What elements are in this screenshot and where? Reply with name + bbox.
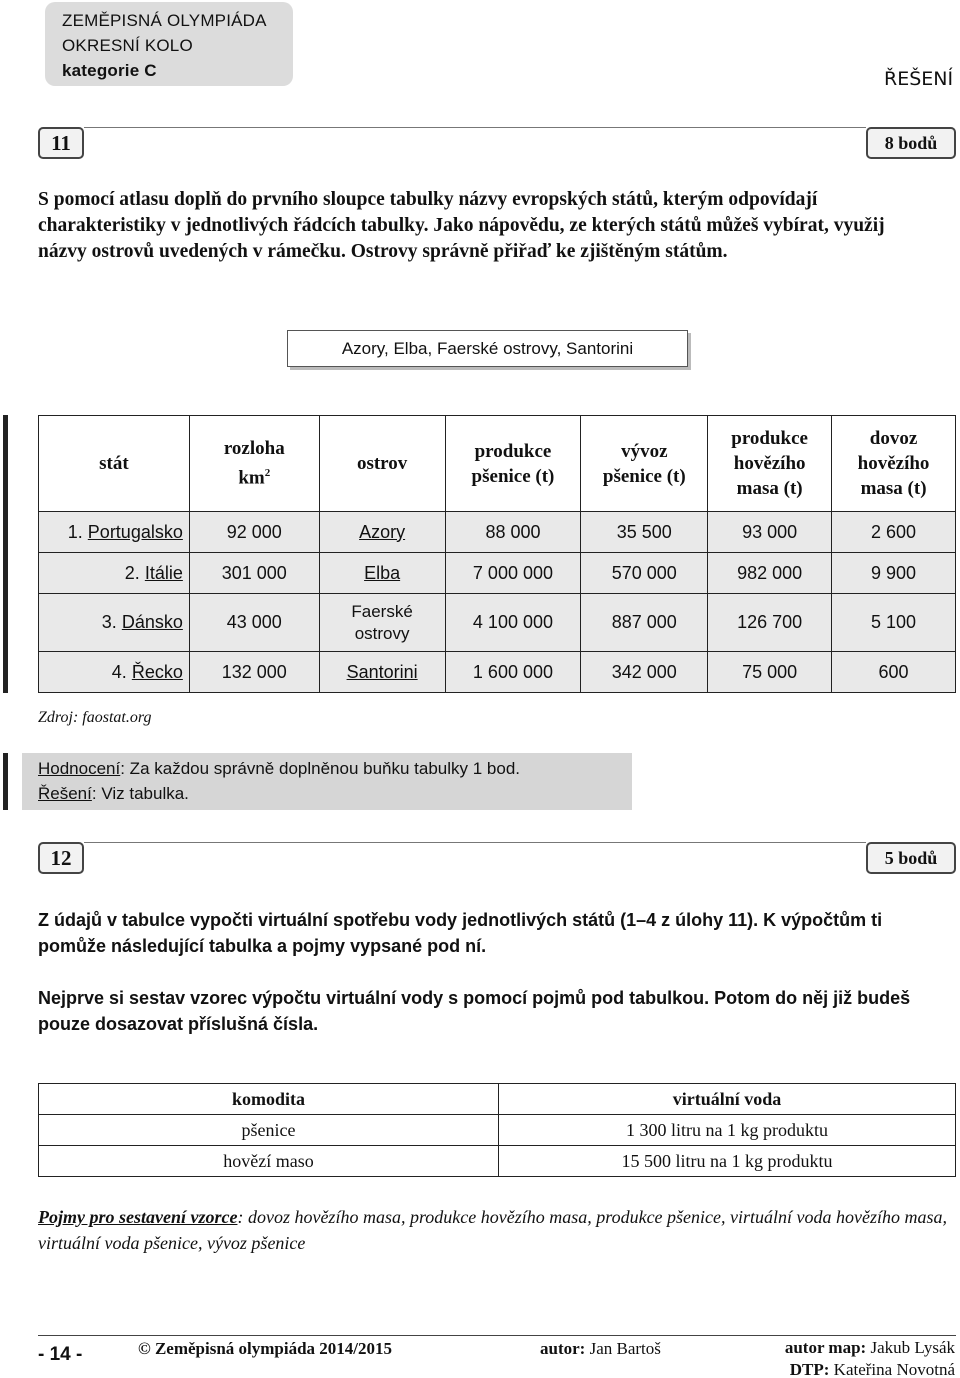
wheat-export-cell: 342 000 [581,652,708,693]
table-row [39,594,956,652]
area-cell: 301 000 [189,553,319,594]
wheat-production-cell: 4 100 000 [445,594,581,652]
wheat-production-cell: 1 600 000 [445,652,581,693]
task-12-paragraph-1: Z údajů v tabulce vypočti virtuální spotřebu vody jednotlivých států (1–4 z úlohy 11). K výpočtům ti pomůže následující tabulka a pojmy vypsané pod ní. [38,910,883,956]
margin-bar [3,415,8,693]
divider-line [84,127,866,128]
solution-line: Řešení: Viz tabulka. [38,784,189,803]
header-category: kategorie C [62,61,157,80]
task-11-header [38,127,956,159]
beef-import-cell: 600 [832,652,956,693]
olympiad-header-badge [45,2,293,86]
commodity-cell: hovězí maso [39,1146,499,1177]
copyright: © Zeměpisná olympiáda 2014/2015 [138,1339,393,1358]
header-cell: komodita [39,1084,499,1115]
task-11-instruction: S pomocí atlasu doplň do prvního sloupce tabulky názvy evropských států, kterým odpovídají charakteristiky v jednotlivých řádcích tabulky. Jako nápovědu, ze kterých států můžeš vybírat, využij názvy ostrovů uvedených v rámečku. Ostrovy správně přiřaď ke zjištěným státům. [38,189,885,262]
virtual-water-cell: 15 500 litru na 1 kg produktu [499,1146,956,1177]
table-row [39,1146,956,1177]
virtual-water-cell: 1 300 litru na 1 kg produktu [499,1115,956,1146]
beef-production-cell: 93 000 [708,512,832,553]
beef-production-cell: 75 000 [708,652,832,693]
table-row [39,553,956,594]
wheat-export-cell: 35 500 [581,512,708,553]
header-cell: produkce pšenice (t) [445,416,581,512]
task-number: 11 [38,127,84,159]
beef-production-cell: 982 000 [708,553,832,594]
task-12-paragraph-2: Nejprve si sestav vzorec výpočtu virtuální vody s pomocí pojmů pod tabulkou. Potom do něj již budeš pouze dosazovat příslušná čísla. [38,988,911,1034]
solution-label: ŘEŠENÍ [884,68,954,90]
formula-terms: Pojmy pro sestavení vzorce: dovoz hovězího masa, produkce hovězího masa, produkce pšenice, virtuální voda hovězího masa, virtuální voda pšenice, vývoz pšenice [38,1207,947,1253]
area-cell: 43 000 [189,594,319,652]
country-cell[interactable]: 2. Itálie [39,553,190,594]
country-cell[interactable]: 3. Dánsko [39,594,190,652]
country-cell[interactable]: 4. Řecko [39,652,190,693]
scoring-box [22,753,632,810]
task-12-header [38,842,956,874]
island-cell[interactable]: Faerské ostrovy [319,594,445,652]
header-line-1: ZEMĚPISNÁ OLYMPIÁDA [62,11,267,30]
divider-line [84,842,866,843]
commodity-cell: pšenice [39,1115,499,1146]
table-row [39,652,956,693]
author: autor: Jan Bartoš [540,1339,661,1358]
task-points: 8 bodů [866,127,956,159]
country-cell[interactable]: 1. Portugalsko [39,512,190,553]
islands-box: Azory, Elba, Faerské ostrovy, Santorini [287,330,688,367]
beef-production-cell: 126 700 [708,594,832,652]
footer-divider [38,1335,956,1336]
source-note: Zdroj: faostat.org [38,709,152,726]
margin-bar [3,753,8,810]
beef-import-cell: 5 100 [832,594,956,652]
table-header-row [39,416,956,512]
task-points: 5 bodů [866,842,956,874]
header-cell: ostrov [319,416,445,512]
task-number: 12 [38,842,84,874]
island-cell[interactable]: Elba [319,553,445,594]
wheat-production-cell: 7 000 000 [445,553,581,594]
beef-import-cell: 2 600 [832,512,956,553]
area-cell: 132 000 [189,652,319,693]
wheat-export-cell: 570 000 [581,553,708,594]
header-cell: produkce hovězího masa (t) [708,416,832,512]
header-cell: dovoz hovězího masa (t) [832,416,956,512]
virtual-water-table [38,1083,956,1177]
dtp-author: DTP: Kateřina Novotná [789,1360,955,1378]
area-cell: 92 000 [189,512,319,553]
island-cell[interactable]: Santorini [319,652,445,693]
beef-import-cell: 9 900 [832,553,956,594]
map-author: autor map: Jakub Lysák [784,1338,955,1357]
wheat-export-cell: 887 000 [581,594,708,652]
table-row [39,1115,956,1146]
header-cell: virtuální voda [499,1084,956,1115]
header-line-2: OKRESNÍ KOLO [62,36,193,55]
table-row [39,512,956,553]
wheat-production-cell: 88 000 [445,512,581,553]
page-number: - 14 - [38,1344,83,1365]
header-cell: stát [39,416,190,512]
credits [785,1337,955,1378]
header-cell: vývoz pšenice (t) [581,416,708,512]
scoring-line: Hodnocení: Za každou správně doplněnou buňku tabulky 1 bod. [38,759,521,778]
island-cell[interactable]: Azory [319,512,445,553]
table-header-row [39,1084,956,1115]
header-cell: rozloha $km^2$ [189,416,319,512]
countries-table [38,415,956,693]
